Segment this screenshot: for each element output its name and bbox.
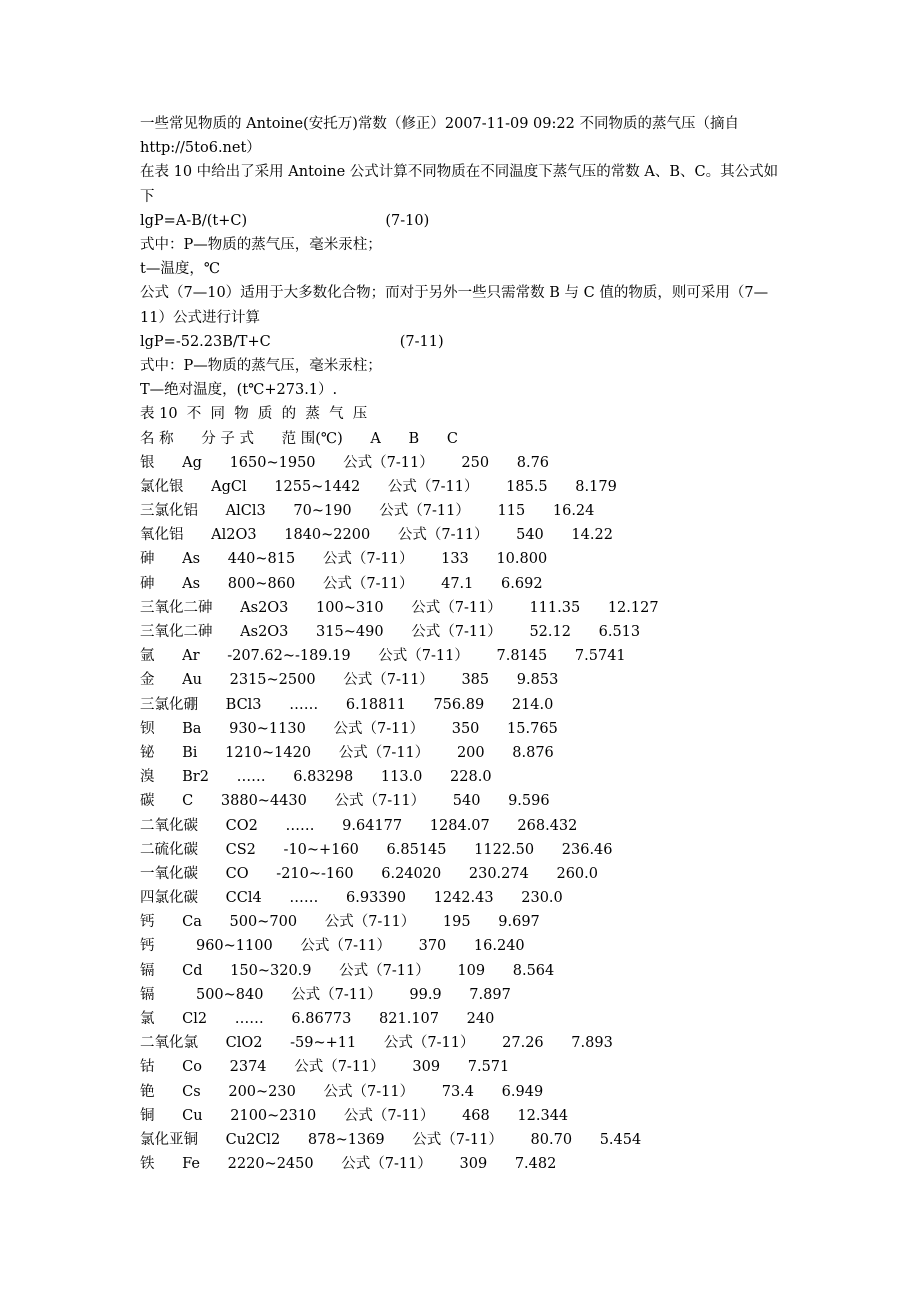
table-row: 钡 Ba 930~1130 公式（7-11） 350 15.765 xyxy=(140,720,558,737)
table-row: 钙 960~1100 公式（7-11） 370 16.240 xyxy=(140,938,525,955)
table-row: 氯 Cl2 …… 6.86773 821.107 240 xyxy=(140,1011,495,1028)
document-body xyxy=(140,112,790,1176)
table-row: 三氧化二砷 As2O3 315~490 公式（7-11） 52.12 6.513 xyxy=(140,624,641,641)
note-paragraph: 公式（7—10）适用于大多数化合物；而对于另外一些只需常数 B 与 C 值的物质，则可采用（7—11）公式进行计算 xyxy=(140,285,769,326)
document-header: 一些常见物质的 Antoine(安托万)常数（修正）2007-11-09 09:22 不同物质的蒸气压（摘自 http://5to6.net） xyxy=(140,116,739,157)
table-row: 三氯化硼 BCl3 …… 6.18811 756.89 214.0 xyxy=(140,696,554,713)
table-row: 一氧化碳 CO -210~-160 6.24020 230.274 260.0 xyxy=(140,865,598,882)
formula-7-11: lgP=-52.23B/T+C (7-11) xyxy=(140,333,444,350)
intro-paragraph: 在表 10 中给出了采用 Antoine 公式计算不同物质在不同温度下蒸气压的常数 A、B、C。其公式如下 xyxy=(140,164,779,205)
table-row: 银 Ag 1650~1950 公式（7-11） 250 8.76 xyxy=(140,454,550,471)
table-title: 表 10 不 同 物 质 的 蒸 气 压 xyxy=(140,406,368,423)
table-header: 名 称 分 子 式 范 围(℃) A B C xyxy=(140,430,458,447)
table-row: 铋 Bi 1210~1420 公式（7-11） 200 8.876 xyxy=(140,744,554,761)
formula-7-11-where-p: 式中：P—物质的蒸气压，毫米汞柱； xyxy=(140,357,382,374)
formula-7-10-where-p: 式中：P—物质的蒸气压，毫米汞柱； xyxy=(140,237,382,253)
table-row: 砷 As 800~860 公式（7-11） 47.1 6.692 xyxy=(140,575,543,592)
table-row: 镉 Cd 150~320.9 公式（7-11） 109 8.564 xyxy=(140,962,555,979)
table-row: 二氧化碳 CO2 …… 9.64177 1284.07 268.432 xyxy=(140,817,578,834)
table-row: 四氯化碳 CCl4 …… 6.93390 1242.43 230.0 xyxy=(140,890,563,907)
table-row: 镉 500~840 公式（7-11） 99.9 7.897 xyxy=(140,986,511,1003)
table-row: 氧化铝 Al2O3 1840~2200 公式（7-11） 540 14.22 xyxy=(140,527,613,544)
table-row: 三氧化二砷 As2O3 100~310 公式（7-11） 111.35 12.127 xyxy=(140,599,659,616)
table-row: 氩 Ar -207.62~-189.19 公式（7-11） 7.8145 7.5741 xyxy=(140,648,626,665)
table-row: 砷 As 440~815 公式（7-11） 133 10.800 xyxy=(140,551,548,568)
table-row: 铁 Fe 2220~2450 公式（7-11） 309 7.482 xyxy=(140,1156,557,1173)
formula-7-10-where-t: t—温度，℃ xyxy=(140,261,221,278)
table-row: 二硫化碳 CS2 -10~+160 6.85145 1122.50 236.46 xyxy=(140,841,613,858)
formula-7-11-where-t: T—绝对温度，(t℃+273.1）. xyxy=(140,382,338,399)
table-row: 铜 Cu 2100~2310 公式（7-11） 468 12.344 xyxy=(140,1107,569,1124)
table-row: 钴 Co 2374 公式（7-11） 309 7.571 xyxy=(140,1059,510,1076)
table-row: 氯化银 AgCl 1255~1442 公式（7-11） 185.5 8.179 xyxy=(140,478,617,495)
table-row: 氯化亚铜 Cu2Cl2 878~1369 公式（7-11） 80.70 5.454 xyxy=(140,1131,642,1148)
table-row: 溴 Br2 …… 6.83298 113.0 228.0 xyxy=(140,769,492,786)
table-row: 钙 Ca 500~700 公式（7-11） 195 9.697 xyxy=(140,914,540,931)
formula-7-10: lgP=A-B/(t+C) (7-10) xyxy=(140,212,430,229)
table-row: 三氯化铝 AlCl3 70~190 公式（7-11） 115 16.24 xyxy=(140,503,595,520)
table-row: 铯 Cs 200~230 公式（7-11） 73.4 6.949 xyxy=(140,1083,544,1100)
table-row: 二氧化氯 ClO2 -59~+11 公式（7-11） 27.26 7.893 xyxy=(140,1035,613,1052)
table-row: 碳 C 3880~4430 公式（7-11） 540 9.596 xyxy=(140,793,550,810)
table-row: 金 Au 2315~2500 公式（7-11） 385 9.853 xyxy=(140,672,559,689)
